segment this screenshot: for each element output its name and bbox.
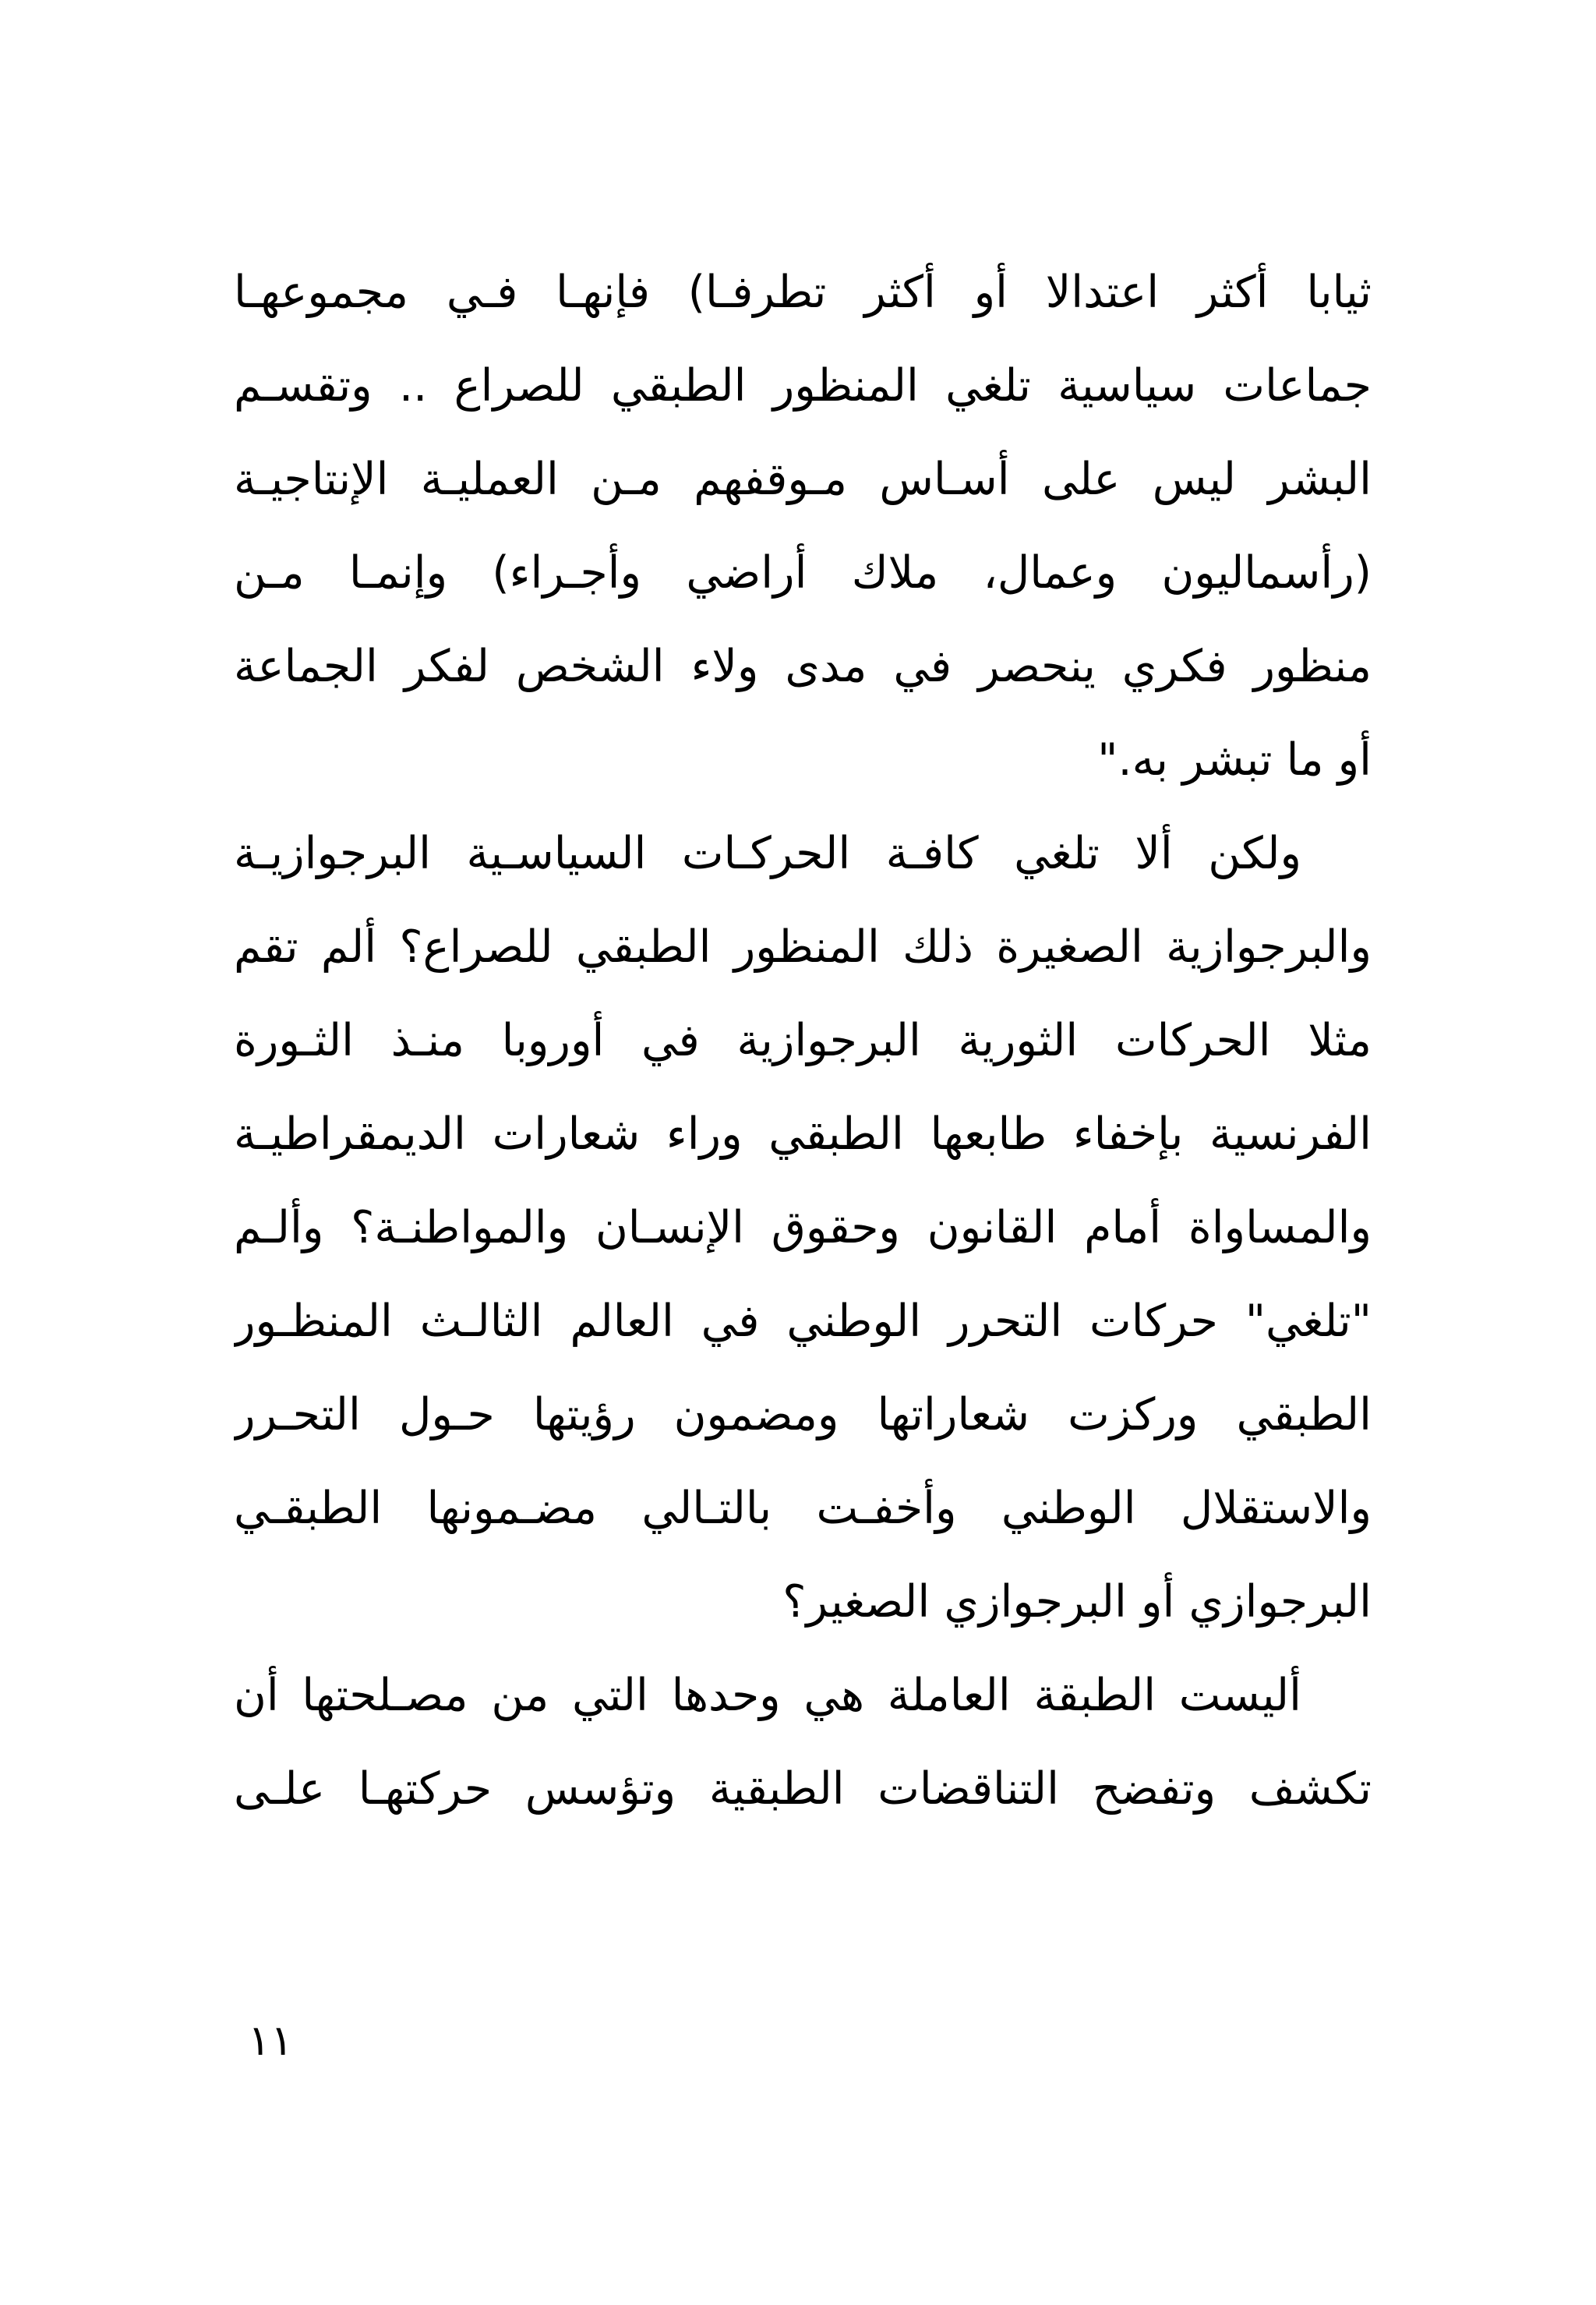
text-line: جماعات سياسية تلغي المنظور الطبقي للصراع .. وتقسـم xyxy=(234,360,1372,412)
text-line: تكشف وتفضح التناقضات الطبقية وتؤسس حركتهـا علـى xyxy=(234,1763,1372,1815)
text-line-paragraph-start: أليست الطبقة العاملة هي وحدها التي من مصـلحتها أن xyxy=(234,1670,1301,1721)
text-line: الطبقي وركزت شعاراتها ومضمون رؤيتها حـول التحـرر xyxy=(234,1389,1372,1441)
body-text xyxy=(234,246,1372,1836)
text-line-paragraph-end: البرجوازي أو البرجوازي الصغير؟ xyxy=(782,1576,1372,1628)
text-line-paragraph-start: ولكن ألا تلغي كافـة الحركـات السياسـية البرجوازيـة xyxy=(234,828,1301,879)
text-line: والمساواة أمام القانون وحقوق الإنسـان والمواطنـة؟ وألـم xyxy=(234,1202,1372,1253)
text-line: والاستقلال الوطني وأخفـت بالتـالي مضـمونها الطبقـي xyxy=(234,1483,1372,1534)
page-number: ١١ xyxy=(248,2016,294,2065)
text-line: (رأسماليون وعمال، ملاك أراضي وأجـراء) وإنمـا مـن xyxy=(234,547,1372,599)
text-line-paragraph-end: أو ما تبشر به." xyxy=(1097,734,1372,786)
text-line: الفرنسية بإخفاء طابعها الطبقي وراء شعارات الديمقراطيـة xyxy=(234,1108,1372,1160)
text-line: "تلغي" حركات التحرر الوطني في العالم الثالـث المنظـور xyxy=(234,1296,1372,1347)
text-line: منظور فكري ينحصر في مدى ولاء الشخص لفكر الجماعة xyxy=(234,641,1372,692)
text-line: ثيابا أكثر اعتدالا أو أكثر تطرفـا) فإنهـا فـي مجموعهـا xyxy=(234,267,1372,318)
text-line: البشر ليس على أسـاس مـوقفهم مـن العمليـة الإنتاجيـة xyxy=(234,454,1372,505)
text-line: مثلا الحركات الثورية البرجوازية في أوروبا منـذ الثـورة xyxy=(234,1015,1372,1066)
text-line: والبرجوازية الصغيرة ذلك المنظور الطبقي للصراع؟ ألم تقم xyxy=(234,921,1372,973)
